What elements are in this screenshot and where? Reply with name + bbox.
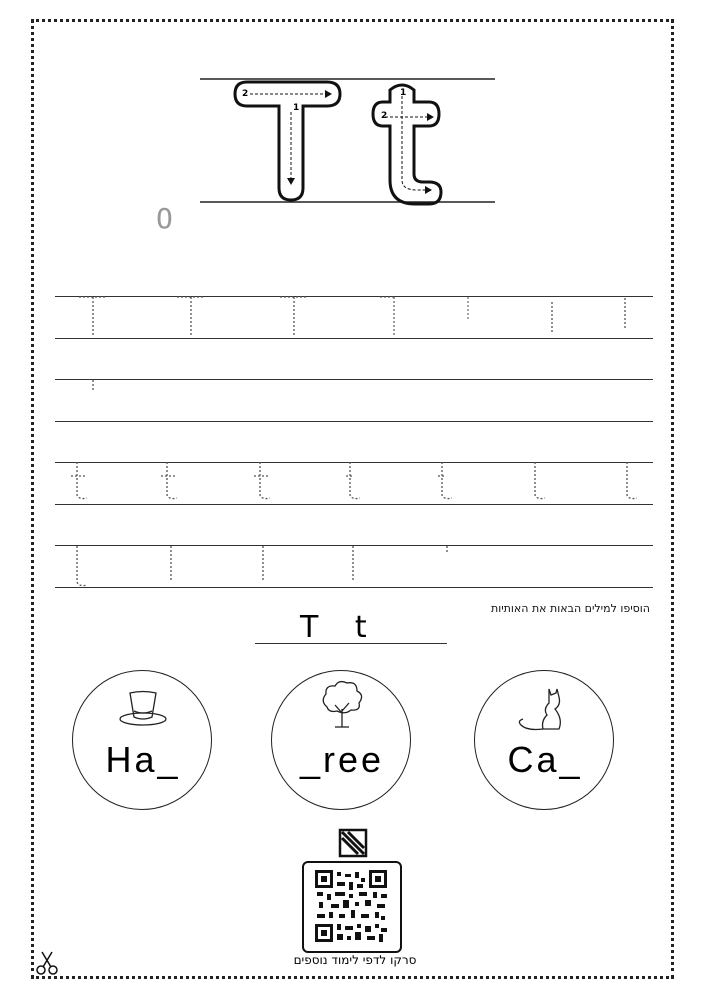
stroke-number: 2 <box>381 111 388 121</box>
stroke-number: 1 <box>293 103 300 113</box>
tracing-letters <box>55 290 655 590</box>
word-label: Ca_ <box>507 739 583 780</box>
stripes-logo-icon <box>338 828 368 858</box>
stroke-number: 2 <box>242 89 249 99</box>
scissors-icon <box>36 950 58 976</box>
qr-caption: סרקו לדפי לימוד נוספים <box>293 953 417 967</box>
letters-underline <box>255 643 447 644</box>
instruction-text: הוסיפו למילים הבאות את האותיות <box>491 602 650 615</box>
stroke-number: 1 <box>400 88 407 98</box>
qr-frame[interactable] <box>302 861 402 953</box>
word-label: _ree <box>299 739 385 780</box>
word-label: Ha_ <box>105 739 181 780</box>
tree-icon <box>317 679 367 729</box>
target-letters: T t <box>300 610 369 645</box>
qr-code-icon[interactable] <box>315 870 387 942</box>
word-card <box>72 670 212 810</box>
word-card <box>474 670 614 810</box>
top-hat-icon <box>118 689 168 729</box>
cat-icon <box>513 685 573 733</box>
stray-letter-mark: O <box>156 202 173 235</box>
word-card <box>271 670 411 810</box>
